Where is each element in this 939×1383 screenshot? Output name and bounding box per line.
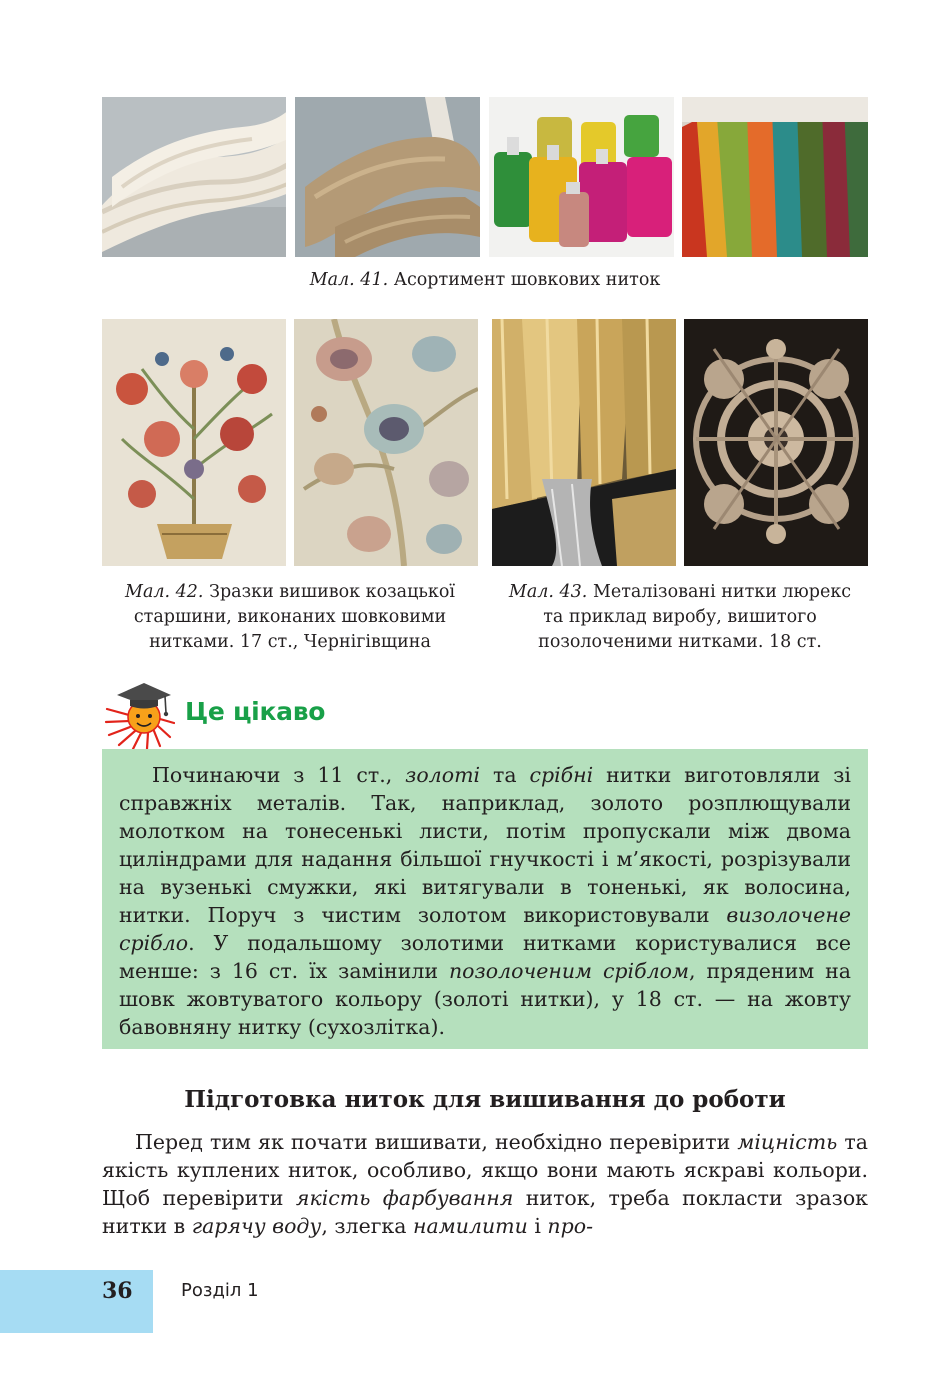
interesting-box bbox=[102, 749, 868, 1049]
graduation-cap-sun-icon bbox=[103, 673, 175, 749]
figure-41-text: Асортимент шовкових ниток bbox=[393, 270, 661, 290]
section-text-5: і bbox=[527, 1214, 548, 1238]
page-number: 36 bbox=[102, 1278, 133, 1304]
figure-42-line-3: нитками. 17 ст., Чернігівщина bbox=[149, 632, 431, 652]
section-em-soap: намилити bbox=[413, 1214, 528, 1238]
figure-41-caption bbox=[102, 268, 868, 293]
figure-43-line-2: та приклад виробу, вишитого bbox=[543, 607, 817, 627]
figure-43-line-3: позолоченими нитками. 18 ст. bbox=[538, 632, 822, 652]
interesting-em-silver: срібні bbox=[529, 763, 594, 787]
section-em-hot-water: гарячу воду bbox=[191, 1214, 322, 1238]
section-text-2: та якість куплених ниток, особливо, якщо вони мають яскраві кольори. Щоб перевірити bbox=[102, 1130, 868, 1210]
section-text-1: Перед тим як почати вишивати, необхідно перевірити bbox=[135, 1130, 738, 1154]
section-em-dye-quality: якість фарбування bbox=[295, 1186, 514, 1210]
figure-42-line-1: Зразки вишивок козацької bbox=[209, 582, 455, 602]
interesting-em-gilt-silver: позолоченим сріблом bbox=[448, 959, 690, 983]
interesting-title: Це цікаво bbox=[185, 697, 326, 726]
figure-42-caption bbox=[102, 580, 478, 655]
figure-42-label: Мал. 42. bbox=[125, 582, 204, 602]
section-em-continued: про- bbox=[547, 1214, 594, 1238]
white-silk-skeins-photo bbox=[102, 97, 286, 257]
colored-floss-bundles-photo bbox=[682, 97, 868, 257]
colored-thread-spools-photo bbox=[489, 97, 674, 257]
interesting-text-4: . У подальшому золотими нитками користувалися все менше: з 16 ст. їх замінили bbox=[119, 931, 851, 983]
interesting-text-3: нитки виготовляли зі справжніх металів. Так, наприклад, золото розплющували молотком на тонесенькі листи, потім пропускали між двома циліндрами для надання більшої гнучкості і м’якості, розрізували на вузенькі смужки, які витягували в тоненькі, як волосина, нитки. Поруч з чистим золотом використовували bbox=[119, 763, 851, 927]
figure-43-label: Мал. 43. bbox=[508, 582, 588, 602]
interesting-em-gilded-silver: визолочене срібло bbox=[119, 903, 851, 955]
chapter-label: Розділ 1 bbox=[181, 1280, 259, 1301]
section-em-strength: міцність bbox=[737, 1130, 838, 1154]
beige-silk-skeins-photo bbox=[295, 97, 480, 257]
interesting-text-1: Починаючи з 11 ст., bbox=[152, 763, 406, 787]
figure-41-label: Мал. 41. bbox=[309, 270, 389, 290]
interesting-paragraph bbox=[119, 761, 851, 1041]
interesting-em-gold: золоті bbox=[405, 763, 481, 787]
section-text-3: ниток, треба покласти зразок нитки в bbox=[102, 1186, 868, 1238]
figure-43-line-1: Металізовані нитки люрекс bbox=[592, 582, 852, 602]
gold-embroidery-ornament-photo bbox=[684, 319, 868, 566]
floral-embroidery-detail-photo bbox=[294, 319, 478, 566]
figure-43-caption bbox=[492, 580, 868, 655]
section-heading: Підготовка ниток для вишивання до роботи bbox=[184, 1086, 786, 1113]
interesting-text-2: та bbox=[480, 763, 530, 787]
floral-tree-embroidery-photo bbox=[102, 319, 286, 566]
lurex-threads-photo bbox=[492, 319, 676, 566]
interesting-text-5: , пряденим на шовк жовтуватого кольору (золоті нитки), у 18 ст. — на жовту бавовняну нитку (сухозлітка). bbox=[119, 959, 851, 1039]
section-paragraph bbox=[102, 1128, 868, 1240]
section-text-4: , злегка bbox=[321, 1214, 413, 1238]
figure-42-line-2: старшини, виконаних шовковими bbox=[133, 607, 447, 627]
